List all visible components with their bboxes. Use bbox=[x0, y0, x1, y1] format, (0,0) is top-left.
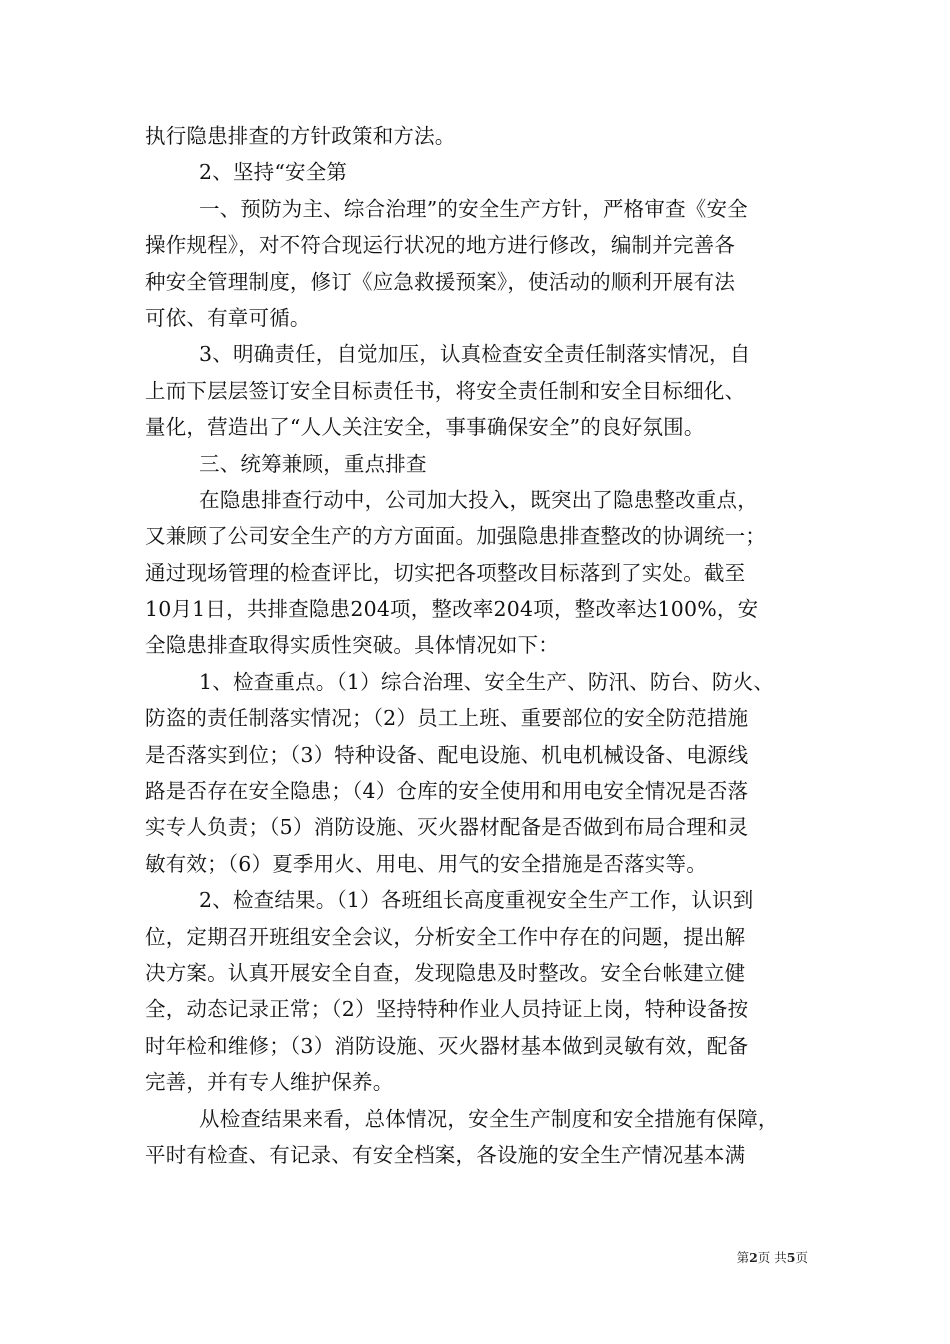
text-line: 量化，营造出了“人人关注安全，事事确保安全”的良好氛围。 bbox=[145, 415, 705, 440]
text-line: 完善，并有专人维护保养。 bbox=[145, 1070, 394, 1095]
text-line: 路是否存在安全隐患；（4）仓库的安全使用和用电安全情况是否落 bbox=[145, 779, 749, 804]
page-footer bbox=[700, 1249, 808, 1267]
text-line: 执行隐患排查的方针政策和方法。 bbox=[145, 124, 456, 148]
text-line: 1、检查重点。（1）综合治理、安全生产、防汛、防台、防火、 bbox=[199, 669, 775, 694]
text-line: 可依、有章可循。 bbox=[145, 305, 311, 330]
page-number-middle: 页 共 bbox=[757, 1250, 787, 1265]
text-line: 位，定期召开班组安全会议，分析安全工作中存在的问题，提出解 bbox=[145, 924, 746, 949]
text-line: 是否落实到位；（3）特种设备、配电设施、机电机械设备、电源线 bbox=[145, 742, 749, 767]
text-line: 决方案。认真开展安全自查，发现隐患及时整改。安全台帐建立健 bbox=[145, 960, 746, 985]
text-line: 一、预防为主、综合治理”的安全生产方针，严格审查《安全 bbox=[199, 196, 748, 221]
text-line: 防盗的责任制落实情况；（2）员工上班、重要部位的安全防范措施 bbox=[145, 706, 749, 731]
total-page-number: 5 bbox=[786, 1250, 796, 1265]
page-number-suffix: 页 bbox=[795, 1250, 808, 1265]
text-line: 又兼顾了公司安全生产的方方面面。加强隐患排查整改的协调统一； bbox=[145, 524, 766, 549]
text-line: 10月1日，共排查隐患204项，整改率204项，整改率达100%，安 bbox=[145, 597, 759, 622]
text-line: 2、坚持“安全第 bbox=[199, 160, 348, 185]
text-line: 3、明确责任，自觉加压，认真检查安全责任制落实情况，自 bbox=[199, 342, 751, 367]
text-line: 时年检和维修；（3）消防设施、灭火器材基本做到灵敏有效，配备 bbox=[145, 1033, 749, 1058]
page-number-prefix: 第 bbox=[736, 1250, 750, 1265]
section-heading: 三、统筹兼顾，重点排查 bbox=[199, 451, 427, 476]
text-line: 敏有效；（6）夏季用火、用电、用气的安全措施是否落实等。 bbox=[145, 851, 707, 876]
text-line: 实专人负责；（5）消防设施、灭火器材配备是否做到布局合理和灵 bbox=[145, 815, 749, 840]
text-line: 全隐患排查取得实质性突破。具体情况如下： bbox=[145, 633, 559, 658]
current-page-number: 2 bbox=[749, 1250, 758, 1265]
text-line: 从检查结果来看，总体情况，安全生产制度和安全措施有保障， bbox=[199, 1106, 779, 1131]
document-body bbox=[145, 118, 809, 1173]
text-line: 平时有检查、有记录、有安全档案，各设施的安全生产情况基本满 bbox=[145, 1142, 746, 1167]
text-line: 通过现场管理的检查评比，切实把各项整改目标落到了实处。截至 bbox=[145, 560, 746, 585]
text-line: 全，动态记录正常；（2）坚持特种作业人员持证上岗，特种设备按 bbox=[145, 997, 749, 1022]
text-line: 在隐患排查行动中，公司加大投入，既突出了隐患整改重点， bbox=[199, 487, 758, 512]
text-line: 种安全管理制度，修订《应急救援预案》，使活动的顺利开展有法 bbox=[145, 269, 736, 294]
text-line: 操作规程》，对不符合现运行状况的地方进行修改，编制并完善各 bbox=[145, 233, 736, 258]
text-line: 上而下层层签订安全目标责任书，将安全责任制和安全目标细化、 bbox=[145, 378, 746, 403]
text-line: 2、检查结果。（1）各班组长高度重视安全生产工作，认识到 bbox=[199, 888, 754, 913]
